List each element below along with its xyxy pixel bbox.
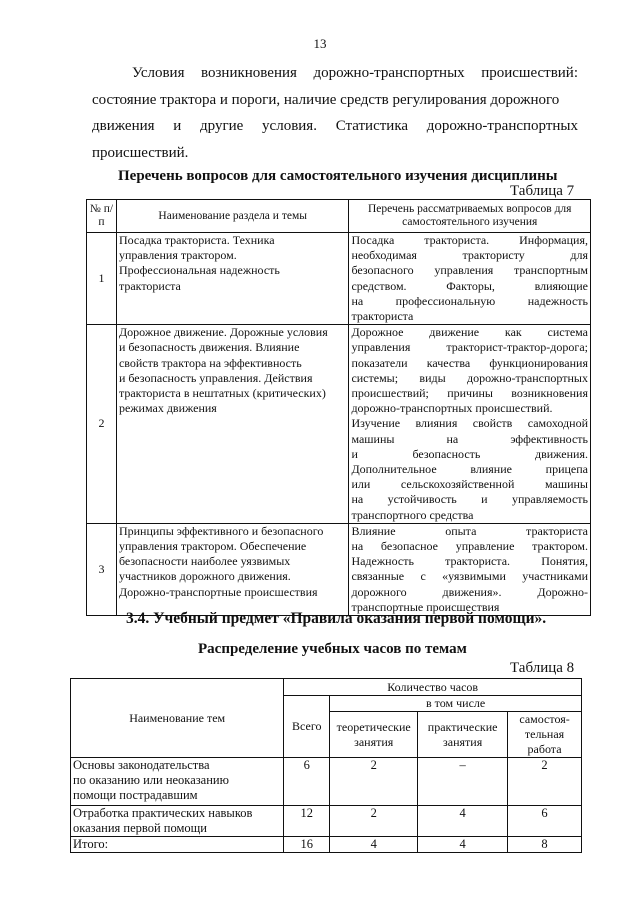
t7-topic-line: режимах движения	[118, 401, 217, 416]
t7-topic-line: Профессиональная надежность	[118, 263, 280, 278]
self-study-table	[86, 199, 591, 616]
t7-topic-line: участников дорожного движения.	[118, 569, 291, 584]
t8-topic-line: по оказанию или неоказанию	[73, 773, 229, 787]
intro-word: дорожно-транспортных	[313, 65, 465, 81]
intro-word: происшествий.	[92, 144, 189, 161]
t7-question-line: на профессиональную надежность	[351, 293, 588, 308]
intro-line	[92, 140, 578, 167]
t7-question-line: на устойчивость и управляемость	[351, 492, 588, 507]
t7-topic-line: и безопасность управления. Действия	[118, 370, 313, 385]
t7-question-line: средством. Факторы, влияющие	[351, 278, 588, 293]
t7-topic-line: и безопасность движения. Влияние	[118, 340, 300, 355]
t8-header-practice: практические занятия	[418, 712, 508, 758]
hours-table	[70, 678, 582, 853]
t8-cell-topic	[71, 837, 284, 853]
t7-topic-line: Дорожное движение. Дорожные условия	[118, 325, 328, 340]
t8-header-including: в том числе	[330, 696, 582, 712]
t8-row	[71, 837, 582, 853]
t7-cell-topic	[116, 523, 349, 615]
intro-word: условия.	[262, 118, 317, 134]
t7-question-line: машины на эффективность	[351, 431, 588, 446]
t7-header-number: № п/п	[87, 200, 117, 233]
t7-question-line: транспортные происшествия	[351, 599, 500, 614]
t7-cell-topic	[116, 325, 349, 524]
intro-word: Условия	[132, 65, 185, 81]
t8-cell-theory: 2	[330, 758, 418, 806]
t7-cell-number: 3	[87, 523, 117, 615]
intro-word: Статистика	[335, 118, 409, 134]
page-number: 13	[313, 36, 327, 51]
t7-header-topic: Наименование раздела и темы	[116, 200, 349, 233]
intro-word: другие	[200, 118, 244, 134]
t7-question-line: системы; виды дорожно-транспортных	[351, 370, 588, 385]
t7-question-line: дорожного движения». Дорожно-	[351, 584, 588, 599]
intro-word: возникновения	[201, 65, 297, 81]
t7-topic-line: Принципы эффективного и безопасного	[118, 523, 324, 538]
t7-topic-line: Дорожно-транспортные происшествия	[118, 584, 318, 599]
t7-topic-line: свойств трактора на эффективность	[118, 355, 302, 370]
t8-row	[71, 758, 582, 806]
t8-topic-line: оказания первой помощи	[73, 821, 207, 835]
t8-cell-total: 12	[284, 806, 330, 837]
t7-cell-number: 1	[87, 233, 117, 325]
t7-question-line: Изучение влияния свойств самоходной	[351, 416, 588, 431]
section-heading-self-study: Перечень вопросов для самостоятельного изучения дисциплины	[118, 168, 558, 184]
t7-question-line: Надежность тракториста. Понятия,	[351, 554, 588, 569]
t7-topic-line: управления трактором. Обеспечение	[118, 539, 307, 554]
t8-cell-topic	[71, 806, 284, 837]
t7-question-line: связанные с «уязвимыми участниками	[351, 569, 588, 584]
t8-topic-line: Отработка практических навыков	[73, 806, 253, 820]
t8-cell-total: 16	[284, 837, 330, 853]
t7-topic-line: безопасности наиболее уязвимых	[118, 554, 291, 569]
t7-cell-questions	[349, 325, 591, 524]
t8-topic-line: помощи пострадавшим	[73, 788, 198, 802]
intro-line	[92, 87, 578, 114]
t8-cell-total: 6	[284, 758, 330, 806]
t7-topic-line: управления трактором.	[118, 248, 237, 263]
section-heading-first-aid: 3.4. Учебный предмет «Правила оказания первой помощи».	[126, 610, 547, 627]
table8-label: Таблица 8	[510, 660, 575, 676]
intro-line	[92, 60, 578, 87]
intro-word: происшествий:	[481, 65, 578, 81]
intro-paragraph	[92, 60, 578, 166]
t7-question-line: тракториста	[351, 309, 414, 324]
intro-word: движения	[92, 118, 155, 134]
t7-row	[87, 233, 591, 325]
t8-row	[71, 806, 582, 837]
t8-cell-practice: 4	[418, 837, 508, 853]
t7-cell-questions	[349, 523, 591, 615]
t7-question-line: Дорожное движение как система	[351, 325, 588, 340]
hours-distribution-heading: Распределение учебных часов по темам	[198, 641, 467, 657]
t7-question-line: Влияние опыта тракториста	[351, 523, 588, 538]
t7-topic-line: Посадка тракториста. Техника	[118, 233, 275, 247]
t8-topic-line: Основы законодательства	[73, 758, 210, 772]
t7-question-line: на безопасное управление трактором.	[351, 539, 588, 554]
t7-question-line: или сельскохозяйственной машины	[351, 477, 588, 492]
t7-row	[87, 325, 591, 524]
t7-cell-topic	[116, 233, 349, 325]
t8-cell-theory: 4	[330, 837, 418, 853]
t8-cell-self: 2	[508, 758, 582, 806]
t8-header-name: Наименование тем	[71, 679, 284, 758]
t8-header-self-study: самостоя- тельная работа	[508, 712, 582, 758]
t8-cell-topic	[71, 758, 284, 806]
t7-topic-line: тракториста	[118, 278, 181, 293]
t7-question-line: дорожно-транспортных происшествий.	[351, 401, 553, 416]
t8-topic-line: Итого:	[73, 837, 109, 851]
intro-word: дорожно-транспортных	[426, 118, 578, 134]
t8-header-total: Всего	[284, 696, 330, 758]
t7-question-line: безопасного управления транспортным	[351, 263, 588, 278]
t8-cell-practice: 4	[418, 806, 508, 837]
t7-question-line: происшествий; причины возникновения	[351, 386, 588, 401]
t7-question-line: Дополнительное влияние прицепа	[351, 462, 588, 477]
t7-row	[87, 523, 591, 615]
t7-header-questions: Перечень рассматриваемых вопросов для самостоятельного изучения	[349, 200, 591, 233]
table7-label: Таблица 7	[510, 183, 575, 199]
intro-line	[92, 113, 578, 140]
t7-question-line: Посадка тракториста. Информация,	[351, 233, 588, 247]
intro-word: состояние трактора и пороги, наличие средств регулирования дорожного	[92, 91, 560, 108]
t7-question-line: транспортного средства	[351, 507, 474, 522]
t7-cell-questions	[349, 233, 591, 325]
t8-cell-theory: 2	[330, 806, 418, 837]
t7-cell-number: 2	[87, 325, 117, 524]
t8-cell-practice: –	[418, 758, 508, 806]
t7-question-line: и безопасность движения.	[351, 446, 588, 461]
t8-header-hours: Количество часов	[284, 679, 582, 696]
t7-question-line: управления тракторист-трактор-дорога;	[351, 340, 588, 355]
t7-topic-line: тракториста в нештатных (критических)	[118, 386, 326, 401]
intro-word: и	[173, 118, 182, 134]
t8-cell-self: 6	[508, 806, 582, 837]
t7-question-line: необходимая трактористу для	[351, 248, 588, 263]
t8-header-theory: теоретические занятия	[330, 712, 418, 758]
t8-cell-self: 8	[508, 837, 582, 853]
t7-question-line: показатели качества функционирования	[351, 355, 588, 370]
